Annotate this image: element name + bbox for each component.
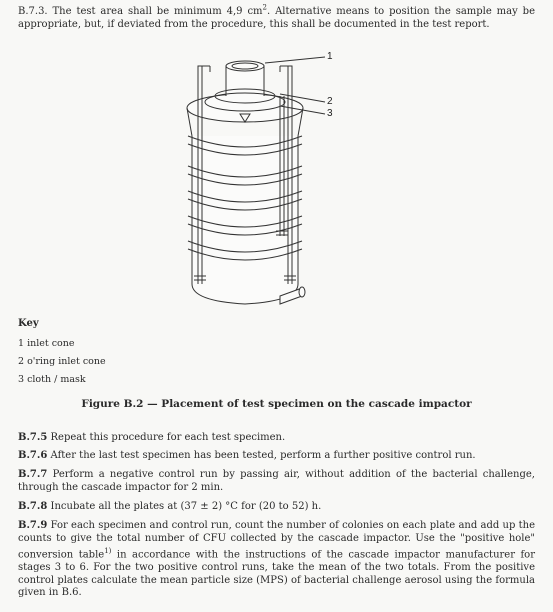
- key-item: 3 cloth / mask: [18, 374, 86, 385]
- intro-superscript: 2: [262, 3, 267, 12]
- step-text-after: in accordance with the instructions of the cascade impactor manufacturer for stages 3 to 6. For the two positive control runs, take the mean of the two totals. From the positive control plates calculate the mean particle size (MPS) of bacterial challenge aerosol using the formula given in B.6.: [18, 549, 535, 599]
- step-clause: B.7.7: [18, 469, 48, 480]
- step-clause: B.7.6: [18, 450, 48, 461]
- callout-1: 1: [327, 51, 333, 62]
- impactor-top: [187, 94, 303, 122]
- step-text: Incubate all the plates at (37 ± 2) °C for (20 to 52) h.: [50, 501, 322, 512]
- intro-paragraph: [18, 3, 535, 31]
- key-item: 1 inlet cone: [18, 338, 75, 349]
- step-superscript: 1): [104, 547, 112, 556]
- intro-text-before: The test area shall be minimum 4,9 cm: [52, 6, 263, 17]
- step-clause: B.7.9: [18, 520, 48, 531]
- step-b78: [18, 501, 535, 514]
- step-text-before: For each specimen and control run, count the number of colonies on each plate and add up the counts to give the total number of CFU collected by the cascade impactor. Use the "positive hole" conversion table: [18, 520, 535, 561]
- step-text: After the last test specimen has been tested, perform a further positive control run.: [50, 450, 476, 461]
- step-clause: B.7.5: [18, 432, 48, 443]
- intro-clause: B.7.3.: [18, 6, 48, 17]
- cascade-impactor-figure: [130, 36, 360, 326]
- key-list: [18, 335, 106, 389]
- step-clause: B.7.8: [18, 501, 48, 512]
- step-b75: [18, 432, 535, 445]
- step-text: Perform a negative control run by passing air, without addition of the bacterial challenge, through the cascade impactor for 2 min.: [18, 469, 535, 493]
- step-text: Repeat this procedure for each test specimen.: [50, 432, 286, 443]
- intro-text-after: . Alternative means to position the sample may be appropriate, but, if deviated from the procedure, this shall be documented in the test report.: [18, 6, 535, 30]
- step-b79: [18, 520, 535, 600]
- callout-2: 2: [327, 96, 333, 107]
- key-item: 2 o'ring inlet cone: [18, 356, 106, 367]
- step-b76: [18, 450, 535, 463]
- impactor-body: [192, 136, 298, 304]
- figure-caption: Figure B.2 — Placement of test specimen on the cascade impactor: [81, 398, 472, 410]
- callout-3: 3: [327, 108, 333, 119]
- step-b77: [18, 469, 535, 494]
- key-title: Key: [18, 318, 39, 329]
